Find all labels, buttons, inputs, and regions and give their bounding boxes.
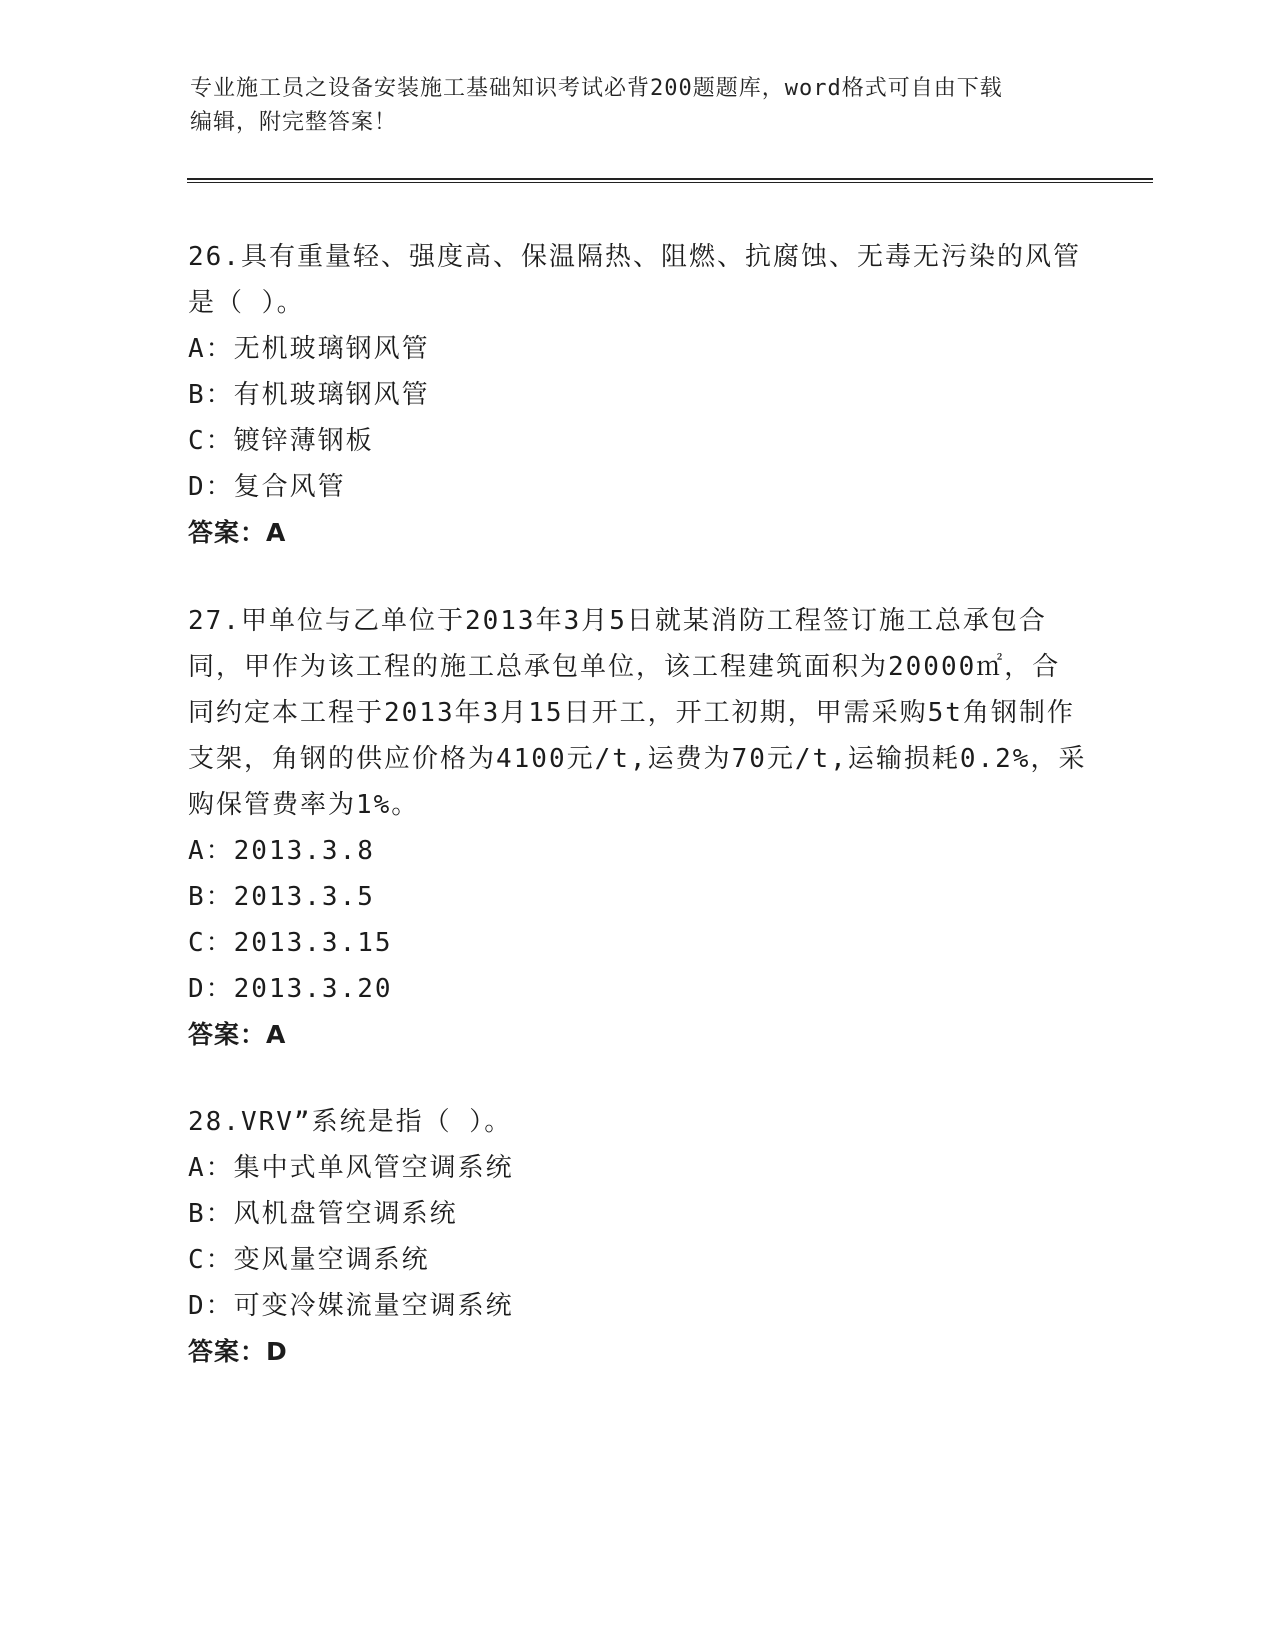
header-divider: [187, 178, 1153, 183]
option-a: A：无机玻璃钢风管: [188, 334, 430, 364]
question-28: [188, 1099, 1088, 1375]
question-27: [188, 598, 1088, 1058]
option-d: D：复合风管: [188, 472, 346, 502]
answer-line: 答案：D: [188, 1337, 288, 1366]
answer-line: 答案：A: [188, 518, 287, 547]
option-b: B：2013.3.5: [188, 882, 375, 912]
option-d: D：可变冷媒流量空调系统: [188, 1291, 514, 1321]
option-c: C：变风量空调系统: [188, 1245, 430, 1275]
option-a: A：集中式单风管空调系统: [188, 1153, 514, 1183]
page-header: [190, 72, 1090, 140]
option-c: C：镀锌薄钢板: [188, 426, 374, 456]
answer-line: 答案：A: [188, 1020, 287, 1049]
question-26: [188, 234, 1088, 556]
option-c: C：2013.3.15: [188, 928, 393, 958]
question-stem: 26.具有重量轻、强度高、保温隔热、阻燃、抗腐蚀、无毒无污染的风管是（ ）。: [188, 242, 1081, 318]
question-stem: 28.VRV”系统是指（ ）。: [188, 1107, 513, 1137]
option-d: D：2013.3.20: [188, 974, 393, 1004]
question-stem: 27.甲单位与乙单位于2013年3月5日就某消防工程签订施工总承包合同，甲作为该工程的施工总承包单位，该工程建筑面积为20000㎡，合同约定本工程于2013年3月15日开工，开工初期，甲需采购5t角钢制作支架，角钢的供应价格为4100元/t,运费为70元/t,运输损耗0.2%，采购保管费率为1%。: [188, 606, 1087, 820]
option-b: B：风机盘管空调系统: [188, 1199, 458, 1229]
header-line-2: 编辑，附完整答案！: [190, 110, 398, 135]
option-b: B：有机玻璃钢风管: [188, 380, 430, 410]
header-line-1: 专业施工员之设备安装施工基础知识考试必背200题题库，word格式可自由下载: [190, 76, 1003, 101]
option-a: A：2013.3.8: [188, 836, 375, 866]
